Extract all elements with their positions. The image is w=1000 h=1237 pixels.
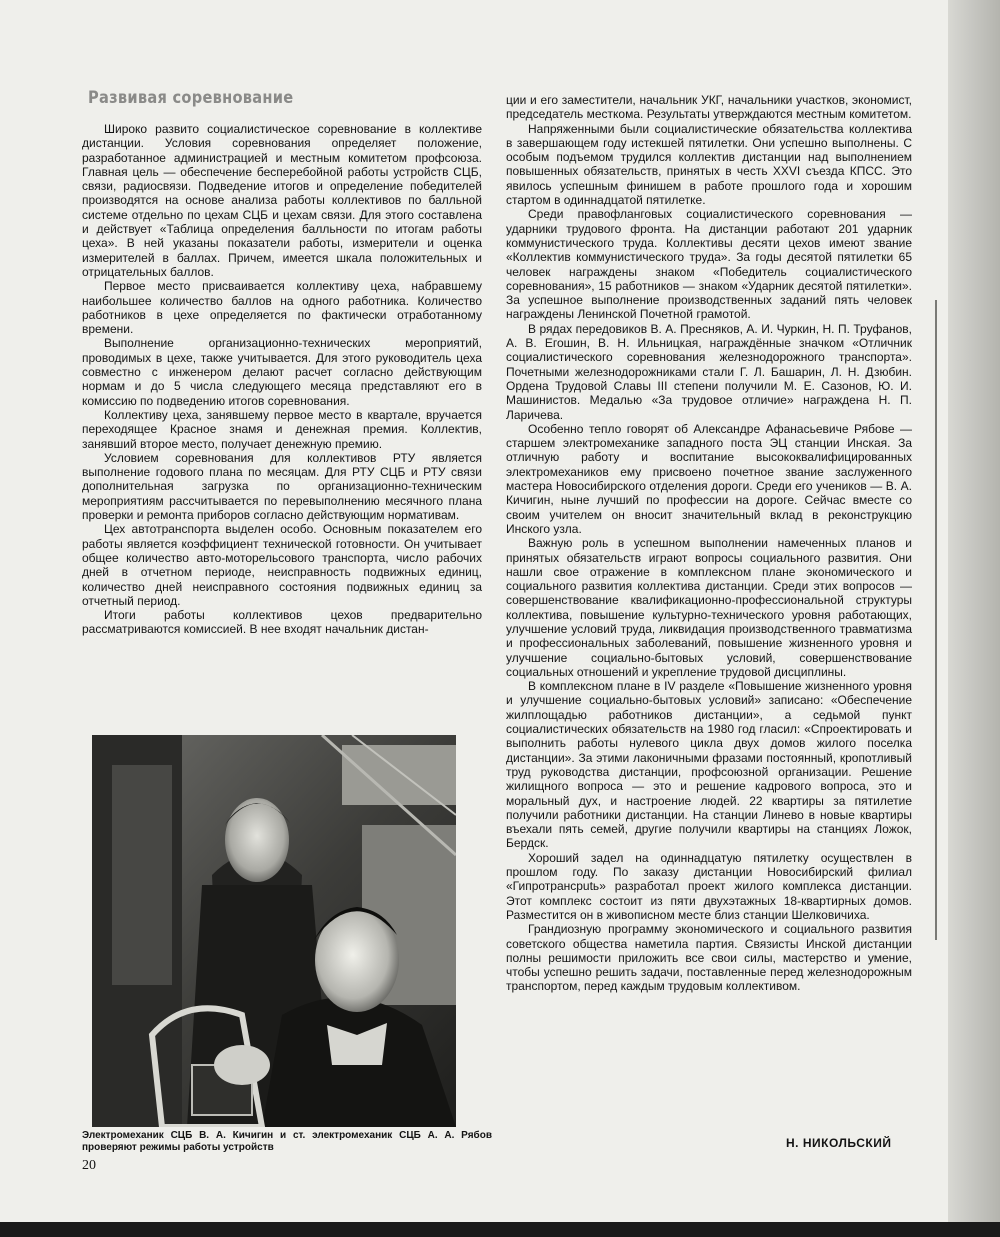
- paragraph: В рядах передовиков В. А. Пресняков, А. И. Чуркин, Н. П. Труфанов, А. В. Егошин, В. Н. Ильницкая, награждённые значком «Отличник социалистического соревнования железнодорожного транспорта». Почетными железнодорожниками стали Г. Л. Башарин, Л. Н. Дзюбин. Ордена Трудовой Славы III степени получили М. Е. Сазонов, Ю. И. Машинистов. Медалью «За трудовое отличие» награждена Н. П. Ларичева.: [506, 321, 912, 422]
- paragraph: Хороший задел на одиннадцатую пятилетку осуществлен в прошлом году. По заказу дистанции Новосибирский филиал «Гипротрансputь» разработал проект жилого комплекса дистанции. Этот комплекс состоит из пяти двухэтажных 18-квартирных домов. Разместится он в живописном месте близ станции Шелковичиха.: [506, 850, 912, 922]
- scan-bottom-edge: [0, 1222, 1000, 1237]
- paragraph: Грандиозную программу экономического и социального развития советского общества наметила партия. Связисты Инской дистанции полны решимости приложить все свои силы, мастерство и умение, чтобы успешно решить задачи, поставленные перед железнодорожным транспортом, перед каждым трудовым коллективом.: [506, 922, 912, 994]
- article-heading: Развивая соревнование: [88, 88, 294, 108]
- page-edge-shadow: [948, 0, 1000, 1237]
- paragraph: Среди правофланговых социалистического соревнования — ударники трудового фронта. На дистанции работают 201 ударник коммунистического труда. Коллективы десяти цехов имеют звание «Коллектив коммунистического труда». За годы десятой пятилетки 65 человек награждены знаком «Победитель социалистического соревнования», 15 работников — знаком «Ударник десятой пятилетки». За успешное выполнение производственных заданий пять человек награждены Ленинской Почетной грамотой.: [506, 207, 912, 322]
- paragraph: Важную роль в успешном выполнении намеченных планов и принятых обязательств играют вопросы социального развития. Они нашли свое отражение в комплексном плане экономического и социального развития коллектива дистанции. Среди этих вопросов — совершенствование квалификационно-профессиональной структуры коллектива, повышение культурно-технического уровня работающих, улучшение условий труда, ликвидация производственного травматизма и профессиональных заболеваний, повышение жизненного уровня и улучшение социально-бытовых условий, совершенствование социальных отношений и укрепление трудовой дисциплины.: [506, 536, 912, 679]
- paragraph: Цех автотранспорта выделен особо. Основным показателем его работы является коэффициент технической готовности. Он учитывает общее количество авто-моторельсового транспорта, число рабочих дней в отчетном периоде, неисправность подвижных единиц, количество дней неисправного состояния подвижных единиц за отчетный период.: [82, 522, 482, 608]
- right-column: [506, 93, 912, 994]
- left-column: [82, 122, 482, 637]
- paragraph: Напряженными были социалистические обязательства коллектива в завершающем году истекшей пятилетки. Они успешно выполнены. С особым подъемом трудился коллектив дистанции над выполнением повышенных обязательств, принятых в честь XXVI съезда КПСС. Это явилось успешным финишем в работе прошлого года и хорошим стартом в одиннадцатой пятилетке.: [506, 121, 912, 208]
- author-signature: Н. НИКОЛЬСКИЙ: [786, 1136, 892, 1150]
- paragraph: ции и его заместители, начальник УКГ, начальники участков, экономист, председатель месткома. Результаты утверждаются местным комитетом.: [506, 93, 912, 122]
- photo-illustration: [92, 735, 456, 1127]
- page-fold-line: [935, 300, 937, 940]
- paragraph: Выполнение организационно-технических мероприятий, проводимых в цехе, также учитывается. Для этого руководитель цеха совместно с инженером делают расчет согласно действующим нормам и до 5 числа следующего месяца представляют его в комиссию по подведению итогов соревнования.: [82, 336, 482, 408]
- photo-caption: Электромеханик СЦБ В. А. Кичигин и ст. электромеханик СЦБ А. А. Рябов проверяют режимы работы устройств: [82, 1130, 492, 1153]
- paragraph: В комплексном плане в IV разделе «Повышение жизненного уровня и улучшение социально-бытовых условий» записано: «Обеспечение жилплощадью работников дистанции», а седьмой пункт социалистических обязательств на 1980 год гласил: «Спроектировать и выполнить работы нулевого цикла двух домов жилого поселка дистанции». За этими лаконичными фразами постоянный, кропотливый труд руководства дистанции, профсоюзной организации. Решение жилищного вопроса — это и решение кадрового вопроса, это и моральный дух, и настроение людей. 22 квартиры за пятилетие получили работники дистанции. На станции Линево в новые квартиры въехали пять семей, другие получили квартиры на станциях Ложок, Бердск.: [506, 679, 912, 851]
- paragraph: Широко развито социалистическое соревнование в коллективе дистанции. Условия соревнования определяет положение, разработанное администрацией и местным комитетом профсоюза. Главная цель — обеспечение бесперебойной работы устройств СЦБ, связи, радиосвязи. Подведение итогов и определение победителей производятся на основе анализа работы коллективов по балльной системе отдельно по цехам СЦБ и цехам связи. Для этого составлена и действует «Таблица определения балльности по итогам работы цеха». В ней указаны показатели работы, измерители и оценка измерителей в баллах. Причем, имеется шкала положительных и отрицательных баллов.: [82, 122, 482, 279]
- paragraph: Первое место присваивается коллективу цеха, набравшему наибольшее количество баллов на одного работника. Количество работников в цехе определяется по фактически отработанному времени.: [82, 279, 482, 337]
- photo-two-electricians: [92, 735, 456, 1127]
- paragraph: Условием соревнования для коллективов РТУ является выполнение годового плана по месяцам. Для РТУ СЦБ и РТУ связи дополнительная загрузка по организационно-техническим мероприятиям рассчитывается по перевыполнению месячного плана проверки и ремонта приборов согласно действующим нормативам.: [82, 450, 482, 523]
- paragraph: Коллективу цеха, занявшему первое место в квартале, вручается переходящее Красное знамя и денежная премия. Коллектив, занявший второе место, получает денежную премию.: [82, 407, 482, 451]
- paragraph: Итоги работы коллективов цехов предварительно рассматриваются комиссией. В нее входят начальник дистан-: [82, 608, 482, 637]
- page-number: 20: [82, 1158, 96, 1173]
- paragraph: Особенно тепло говорят об Александре Афанасьевиче Рябове — старшем электромеханике западного поста ЭЦ станции Инская. За отличную работу и воспитание высококвалифицированных электромехаников ему присвоено почетное звание заслуженного мастера Новосибирского отделения дороги. Среди его учеников — В. А. Кичигин, ныне лучший по профессии на дороге. Сейчас вместе со своим учителем он вносит значительный вклад в реконструкцию Инского узла.: [506, 421, 912, 536]
